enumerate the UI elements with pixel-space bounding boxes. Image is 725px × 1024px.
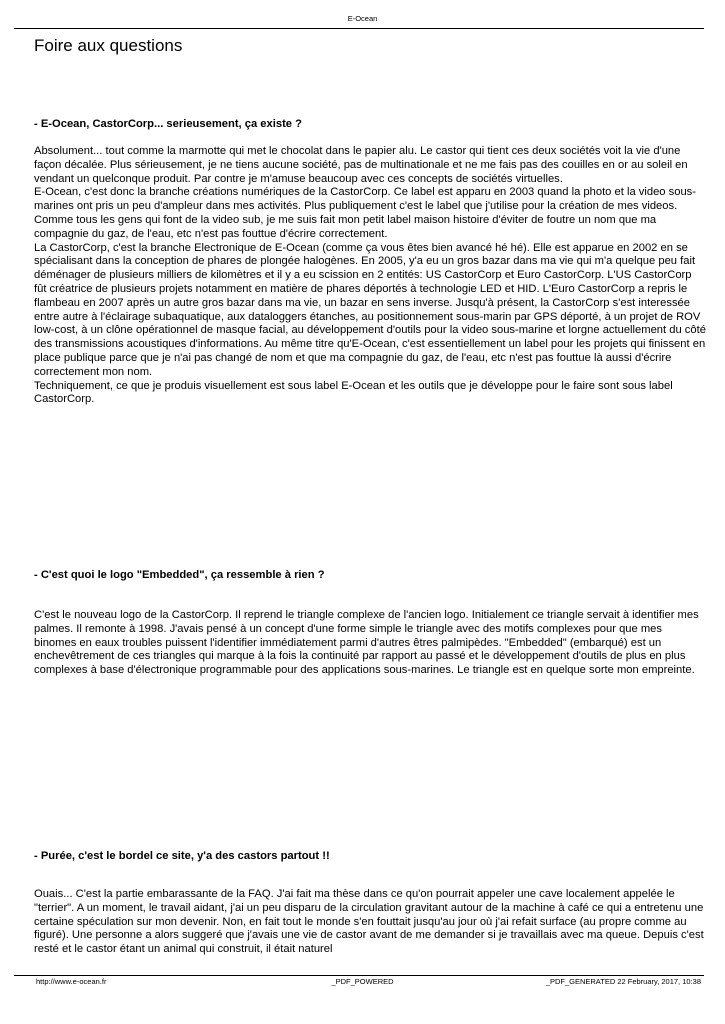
- faq-answer-1-paragraph: E-Ocean, c'est donc la branche créations numériques de la CastorCorp. Ce label est apparu en 2003 quand la photo et la video sous-marines ont pris un peu d'ampleur dans mes activités. Plus publiquement c'est le label que j'utilise pour la création de mes videos. Comme tous les gens qui font de la video sub, je me suis fait mon petit label maison histoire d'éviter de foutre un nom que ma compagnie du gaz, de l'eau, etc n'est pas fouttue d'écrire correctement.: [34, 186, 696, 240]
- faq-answer-3: [34, 888, 706, 973]
- faq-answer-1-paragraph: Techniquement, ce que je produis visuellement est sous label E-Ocean et les outils que je développe pour le faire sont sous label CastorCorp.: [34, 379, 673, 406]
- faq-question-2: - C'est quoi le logo "Embedded", ça ressemble à rien ?: [34, 569, 325, 581]
- footer-generated: _PDF_GENERATED 22 February, 2017, 10:38: [545, 977, 701, 986]
- faq-answer-2-paragraph: C'est le nouveau logo de la CastorCorp. Il reprend le triangle complexe de l'ancien logo. Initialement ce triangle servait à identifier mes palmes. Il remonte à 1998. J'avais pensé à un concept d'une forme simple le triangle avec des motifs complexes pour que mes binomes en eaux troubles puissent l'identifier immédiatement parmi d'autres êtres palmipèdes. "Embedded" (embarqué) est un enchevêtrement de ces triangles qui marque à la fois la continuité par rapport au passé et le développement d'outils de plus en plus complexes à base d'électronique programmable pour des applications sous-marines. Le triangle est en quelque sorte mon empreinte.: [34, 609, 699, 677]
- page-header: E-Ocean: [347, 14, 378, 23]
- faq-answer-1-paragraph: Absolument... tout comme la marmotte qui met le chocolat dans le papier alu. Le castor qui tient ces deux sociétés voit la vie d'une façon décalée. Plus sérieusement, je ne tiens aucune société, pas de multinationale et ne me fais pas des couilles en or au soleil en vendant un quelconque produit. Par contre je m'amuse beaucoup avec ces concepts de sociétés virtuelles.: [34, 145, 688, 185]
- page-title: Foire aux questions: [34, 36, 183, 55]
- faq-answer-2: [34, 609, 706, 678]
- faq-answer-1-paragraph: La CastorCorp, c'est la branche Electronique de E-Ocean (comme ça vous êtes bien avancé hé hé). Elle est apparue en 2002 en se spécialisant dans la conception de phares de plongée halogènes. En 2005, y'a eu un gros bazar dans ma vie qui m'a quelque peu fait déménager de plusieurs milliers de kilomètres et il y a eu scission en 2 entités: US CastorCorp et Euro CastorCorp. L'US CastorCorp fût créatrice de plusieurs projets notamment en matière de phares déportés à technologie LED et HID. L'Euro CastorCorp a repris le flambeau en 2007 après un autre gros bazar dans ma vie, un bazar en sens inverse. Jusqu'à présent, la CastorCorp s'est interessée entre autre à l'éclairage subaquatique, aux dataloggers étanches, au positionnement sous-marin par GPS déporté, à un projet de ROV low-cost, à un clône opérationnel de masque facial, au développement d'outils pour la video sous-marine et lorgne actuellement du côté des transmissions acoustiques d'informations. Au même titre qu'E-Ocean, c'est essentiellement un label pour les projets qui finissent en place publique parce que je n'ai pas changé de nom et que ma compagnie du gaz, de l'eau, etc n'est pas fouttue là aussi d'écrire correctement mon nom.: [34, 241, 706, 378]
- footer-url[interactable]: http://www.e-ocean.fr: [36, 977, 107, 986]
- faq-answer-3-paragraph: Ouais... C'est la partie embarassante de la FAQ. J'ai fait ma thèse dans ce qu'on pourrait appeler une cave localement appelée le "terrier". A un moment, le travail aidant, j'ai un peu disparu de la circulation gravitant autour de la machine à café ce qui a entretenu une certaine spéculation sur mon devenir. Non, en fait tout le monde s'en fouttait jusqu'au jour où j'ai refait surface (au propre comme au figuré). Une personne a alors suggeré que j'avais une vie de castor avant de me demander si je travaillais avec ma queue. Depuis c'est resté et le castor étant un animal qui construit, il était naturel: [34, 888, 704, 956]
- header-rule: [14, 28, 704, 29]
- footer-rule: [14, 975, 704, 976]
- faq-question-1: - E-Ocean, CastorCorp... serieusement, ça existe ?: [34, 118, 302, 130]
- faq-answer-1: [34, 145, 706, 407]
- faq-question-3: - Purée, c'est le bordel ce site, y'a des castors partout !!: [34, 850, 330, 862]
- footer-powered: _PDF_POWERED: [331, 977, 394, 986]
